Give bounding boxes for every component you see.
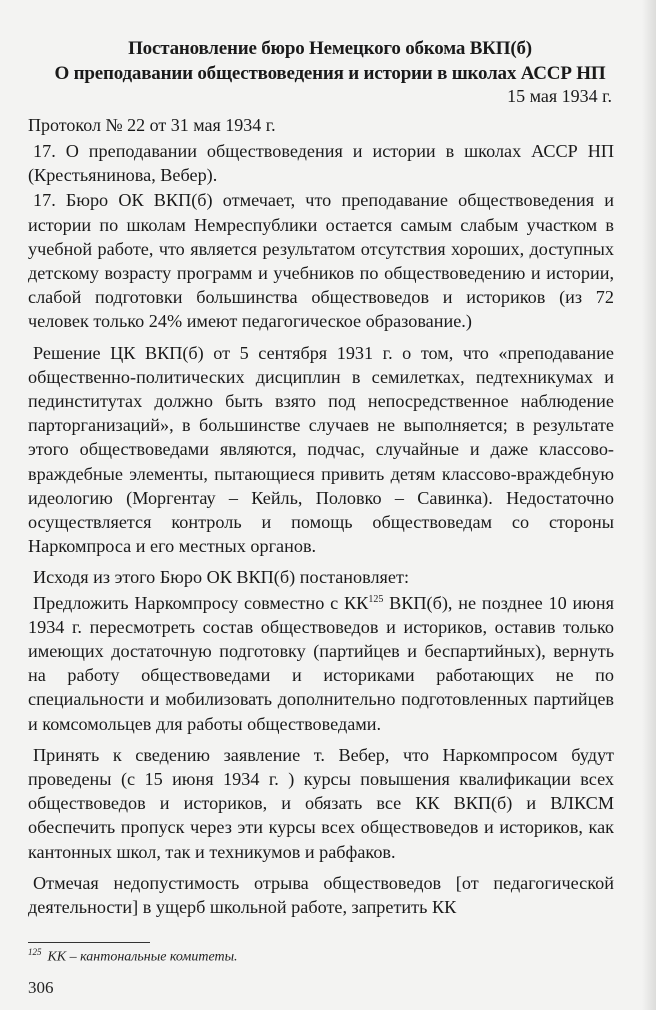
protocol-line: Протокол № 22 от 31 мая 1934 г. <box>28 115 276 135</box>
title-line-1: Постановление бюро Немецкого обкома ВКП(б) <box>128 38 532 59</box>
paragraph-item-17-heading: 17. О преподавании обществоведения и истории в школах АССР НП (Крестьянинова, Вебер). <box>28 141 614 186</box>
paragraph-courses: Принять к сведению заявление т. Вебер, что Наркомпросом будут проведены (с 15 июня 1934 г. ) курсы повышения квалификации всех обществоведов и историков, и обязать все КК ВКП(б) и ВЛКСМ обеспечить пропуск через эти курсы всех обществоведов и историков, как кантонных школ, так и техникумов и рабфаков. <box>28 744 614 862</box>
footnote-divider <box>28 942 150 943</box>
footnote-number: 125 <box>28 947 42 957</box>
paragraph-bureau-notes: 17. Бюро ОК ВКП(б) отмечает, что преподавание обществоведения и истории по школам Немреспублики остается самым слабым участком в учебной работе, что является результатом отсутствия хороших, доступных детскому возрасту программ и учебников по обществоведению и истории, слабой подготовки большинства обществоведов и историков (из 72 человек только 24% имеют педагогическое образование.) <box>28 190 614 332</box>
document-date: 15 мая 1934 г. <box>507 86 612 106</box>
page-edge-shadow <box>642 0 656 1010</box>
proposal-text-end: ВКП(б), не позднее 10 июня 1934 г. пересмотреть состав обществоведов и историков, оставив только имеющих достаточную подготовку (партийцев и беспартийных), вернуть на работу обществоведами и историками работающих не по специальности и мобилизовать дополнительно подготовленных партийцев и комсомольцев для работы обществоведами. <box>28 592 614 734</box>
paragraph-resolves: Исходя из этого Бюро ОК ВКП(б) постановляет: <box>33 567 409 588</box>
proposal-text-start: Предложить Наркомпросу совместно с КК <box>33 592 369 613</box>
footnote-text: КК – кантональные комитеты. <box>47 949 238 965</box>
title-line-2: О преподавании обществоведения и истории в школах АССР НП <box>54 63 606 84</box>
footnote <box>28 947 238 966</box>
paragraph-proposal <box>28 591 614 736</box>
paragraph-prohibition: Отмечая недопустимость отрыва обществоведов [от педагогической деятельности] в ущерб школьной работе, запретить КК <box>28 872 614 918</box>
footnote-reference[interactable]: 125 <box>368 593 384 605</box>
paragraph-cc-decision: Решение ЦК ВКП(б) от 5 сентября 1931 г. о том, что «преподавание общественно-политических дисциплин в семилетках, педтехникумах и пединститутах должно быть взято под непосредственное наблюдение парторганизаций», в большинстве случаев не выполняется; в результате этого обществоведами являются, подчас, случайные и даже классово-враждебные элементы, пытающиеся привить детям классово-враждебную идеологию (Моргентау – Кейль, Половко – Савинка). Недостаточно осуществляется контроль и помощь обществоведам со стороны Наркомпроса и его местных органов. <box>28 342 614 557</box>
document-title <box>28 36 614 86</box>
page-number: 306 <box>28 978 54 997</box>
